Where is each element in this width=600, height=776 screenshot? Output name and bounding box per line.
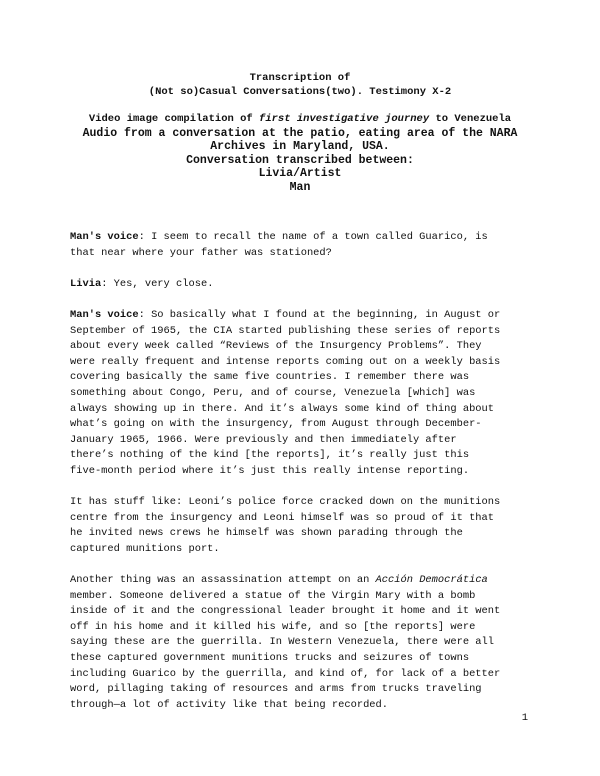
- paragraph-4: [70, 495, 540, 557]
- paragraph-text: saying these are the guerrilla. In Western Venezuela, there were all: [70, 636, 495, 649]
- paragraph-text: five-month period where it’s just this really intense reporting.: [70, 464, 470, 477]
- paragraph-text: always showing up in there. And it’s always some kind of thing about: [70, 402, 495, 415]
- paragraph-text: September of 1965, the CIA started publishing these series of reports: [70, 324, 501, 337]
- paragraph-text: : Yes, very close.: [101, 277, 214, 290]
- page-number: 1: [521, 712, 528, 724]
- paragraph-text: inside of it and the congressional leader brought it home and it went: [70, 605, 501, 618]
- between-line: Conversation transcribed between:: [186, 153, 414, 167]
- participant-1: Livia/Artist: [258, 167, 342, 180]
- title-line-1: Transcription of: [249, 72, 351, 84]
- paragraph-text: he invited news crews he himself was shown parading through the: [70, 527, 463, 540]
- title-line-2: (Not so)Casual Conversations(two). Testimony X-2: [148, 85, 452, 98]
- paragraph-2: [70, 277, 540, 293]
- video-prefix: Video image compilation of: [88, 113, 260, 125]
- video-suffix: to Venezuela: [429, 113, 512, 125]
- paragraph-1: [70, 230, 540, 261]
- paragraph-text: It has stuff like: Leoni’s police force cracked down on the munitions: [70, 496, 501, 509]
- paragraph-text: off in his home and it killed his wife, and so [the reports] were: [70, 620, 476, 633]
- paragraph-text: these captured government munitions trucks and seizures of towns: [70, 652, 470, 665]
- speaker-label: Man's voice: [70, 231, 139, 243]
- paragraph-text: word, pillaging taking of resources and arms from trucks traveling: [70, 683, 482, 696]
- paragraph-text: captured munitions port.: [70, 542, 220, 555]
- party-name-italic: Acción Democrática: [375, 574, 488, 587]
- document-header: [70, 72, 530, 194]
- paragraph-text: centre from the insurgency and Leoni himself was so proud of it that: [70, 511, 495, 524]
- paragraph-text: January 1965, 1966. Were previously and then immediately after: [70, 433, 457, 446]
- video-line: [70, 113, 530, 127]
- paragraph-text: including Guarico by the guerrilla, and kind of, for lack of a better: [70, 667, 501, 680]
- paragraph-text: that near where your father was stationed?: [70, 246, 332, 259]
- paragraph-3: [70, 308, 540, 480]
- audio-line-2: Archives in Maryland, USA.: [210, 140, 390, 153]
- paragraph-text: something about Congo, Peru, and of course, Venezuela [which] was: [70, 386, 476, 399]
- audio-line-1: Audio from a conversation at the patio, eating area of the NARA: [82, 126, 518, 140]
- document-body: [70, 230, 540, 729]
- speaker-label: Livia: [70, 277, 102, 290]
- paragraph-text: there’s nothing of the kind [the reports], it’s really just this: [70, 449, 470, 462]
- paragraph-text: Another thing was an assassination attempt on an: [70, 574, 376, 587]
- paragraph-text: through—a lot of activity like that being recorded.: [70, 698, 389, 711]
- paragraph-text: : I seem to recall the name of a town called Guarico, is: [138, 231, 488, 243]
- speaker-label: Man's voice: [70, 308, 139, 321]
- paragraph-text: were really frequent and intense reports coming out on a weekly basis: [70, 355, 501, 368]
- paragraph-text: member. Someone delivered a statue of the Virgin Mary with a bomb: [70, 589, 476, 602]
- paragraph-text: about every week called “Reviews of the Insurgency Problems”. They: [70, 340, 482, 353]
- paragraph-text: what’s going on with the insurgency, from August through December-: [70, 418, 482, 431]
- paragraph-text: : So basically what I found at the beginning, in August or: [138, 308, 501, 321]
- paragraph-5: [70, 573, 540, 713]
- video-italic: first investigative journey: [259, 113, 430, 125]
- paragraph-text: covering basically the same five countries. I remember there was: [70, 371, 470, 384]
- participant-2: Man: [289, 180, 311, 194]
